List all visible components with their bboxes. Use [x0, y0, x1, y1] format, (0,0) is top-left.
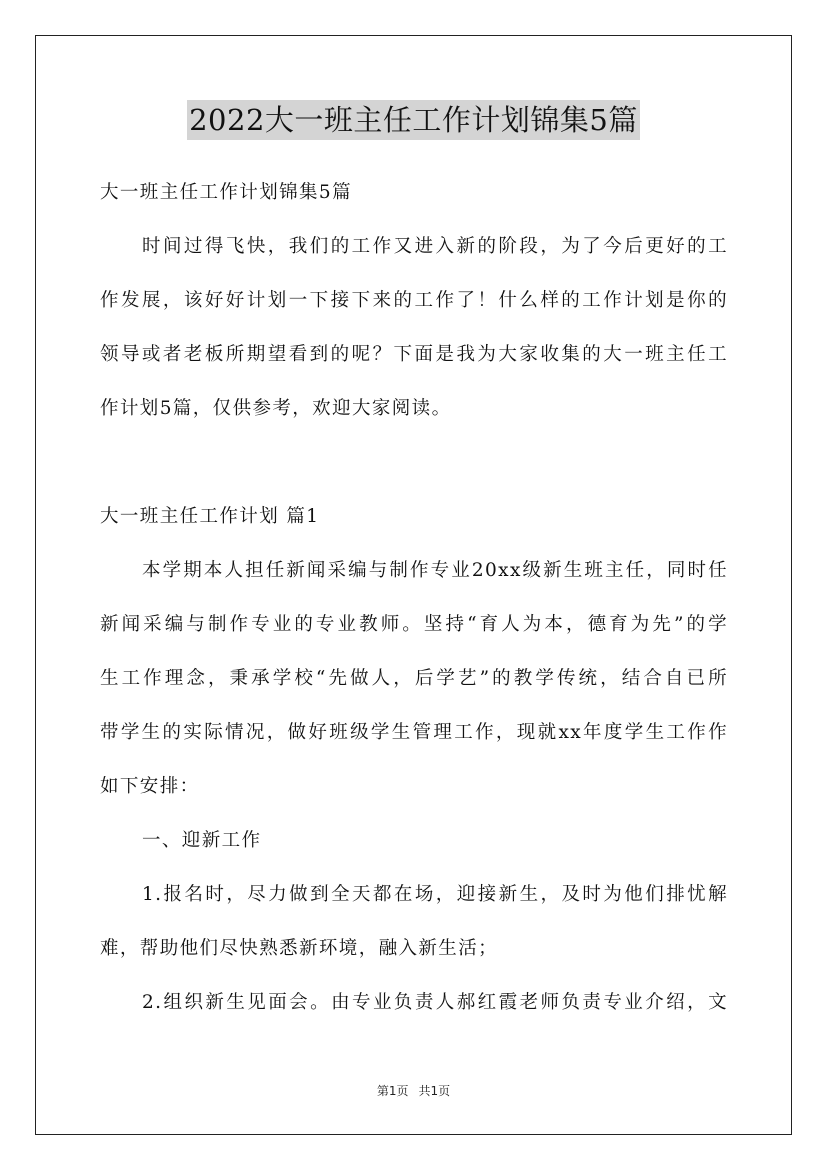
section-line-2: 新闻采编与制作专业的专业教师。坚持“育人为本，德育为先”的学	[100, 614, 728, 635]
document-title: 2022大一班主任工作计划锦集5篇	[187, 100, 640, 140]
item-heading: 一、迎新工作	[142, 830, 262, 851]
subtitle: 大一班主任工作计划锦集5篇	[100, 182, 352, 203]
document-body	[100, 170, 728, 1034]
section-line-4: 带学生的实际情况，做好班级学生管理工作，现就xx年度学生工作作	[100, 722, 728, 743]
item2-line-1: 2.组织新生见面会。由专业负责人郝红霞老师负责专业介绍，文	[142, 992, 728, 1013]
section-line-3: 生工作理念，秉承学校“先做人，后学艺”的教学传统，结合自已所	[100, 668, 728, 689]
section-heading: 大一班主任工作计划 篇1	[100, 506, 320, 527]
paragraph-gap	[100, 440, 728, 494]
intro-line-2: 作发展，该好好计划一下接下来的工作了！什么样的工作计划是你的	[100, 290, 728, 311]
section-line-1: 本学期本人担任新闻采编与制作专业20xx级新生班主任，同时任	[142, 560, 728, 581]
section-line-5: 如下安排：	[100, 776, 200, 797]
page-footer	[0, 1082, 827, 1099]
item1-line-1: 1.报名时，尽力做到全天都在场，迎接新生，及时为他们排忧解	[142, 884, 728, 905]
title-container	[0, 100, 827, 140]
page-total: 共1页	[418, 1084, 451, 1098]
intro-line-3: 领导或者老板所期望看到的呢？下面是我为大家收集的大一班主任工	[100, 344, 728, 365]
intro-line-1: 时间过得飞快，我们的工作又进入新的阶段，为了今后更好的工	[142, 236, 728, 257]
page-number: 第1页	[376, 1084, 409, 1098]
item1-line-2: 难，帮助他们尽快熟悉新环境，融入新生活；	[100, 938, 499, 959]
intro-line-4: 作计划5篇，仅供参考，欢迎大家阅读。	[100, 398, 452, 419]
